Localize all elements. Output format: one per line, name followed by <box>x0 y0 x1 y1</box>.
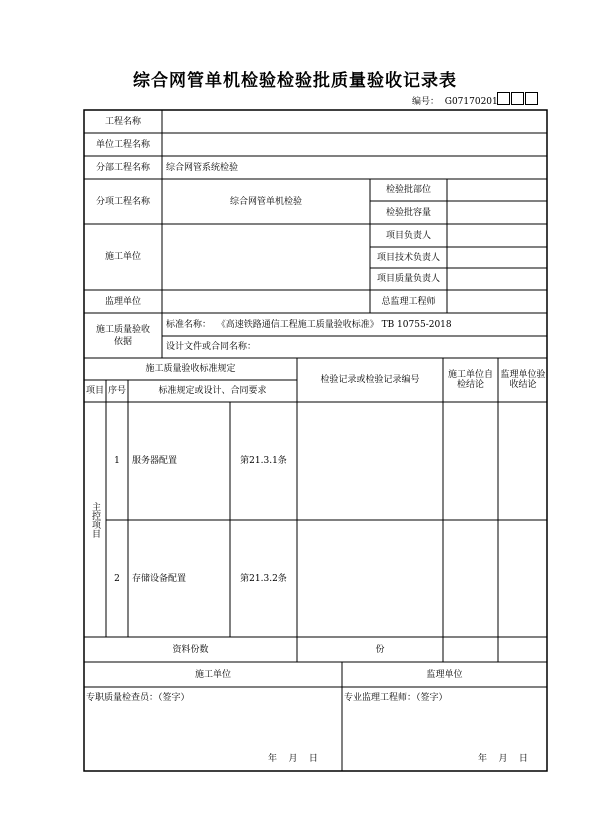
item-1-supervisor-field[interactable] <box>498 402 547 520</box>
supervisor-label: 监理单位 <box>104 296 141 307</box>
batch-capacity-label: 检验批容量 <box>385 207 431 218</box>
supervisor-conclusion-header: 监理单位验收结论 <box>500 370 546 390</box>
item-2-contractor-field[interactable] <box>443 520 498 637</box>
project-name-field[interactable] <box>162 110 547 133</box>
docs-count-label: 资料份数 <box>172 644 209 655</box>
contractor-label: 施工单位 <box>104 252 141 262</box>
subitem-name-value[interactable]: 综合网管单机检验 <box>229 196 302 207</box>
code-label: 编号： <box>412 97 440 107</box>
tech-manager-field[interactable] <box>447 247 547 268</box>
supervisor-sign-label[interactable]: 专业监理工程师：（签字） <box>344 693 448 703</box>
design-docs-label[interactable]: 设计文件或合同名称： <box>166 342 257 352</box>
supervisor-date[interactable]: 年 月 日 <box>478 754 528 764</box>
tech-manager-label: 项目技术负责人 <box>376 252 440 263</box>
form-title: 综合网管单机检验检验批质量验收记录表 <box>133 71 457 91</box>
item-2-record-field[interactable] <box>297 520 443 637</box>
item-2-seq: 2 <box>114 573 120 584</box>
project-manager-field[interactable] <box>447 224 547 247</box>
project-manager-label: 项目负责人 <box>385 230 431 241</box>
contractor-conclusion-header: 施工单位自检结论 <box>448 370 494 390</box>
project-name-label: 工程名称 <box>104 116 141 127</box>
record-header: 检验记录或检验记录编号 <box>320 375 420 385</box>
quality-manager-label: 项目质量负责人 <box>376 274 440 284</box>
footer-contractor-header: 施工单位 <box>194 669 231 680</box>
unit-project-name-field[interactable] <box>162 133 547 156</box>
chief-supervisor-field[interactable] <box>447 290 547 313</box>
subitem-name-label: 分项工程名称 <box>95 196 150 207</box>
batch-location-label: 检验批部位 <box>385 185 431 195</box>
standard-name: 标准名称： 《高速铁路通信工程施工质量验收标准》 TB 10755-2018 <box>166 319 452 330</box>
item-2-clause: 第21.3.2条 <box>240 573 287 584</box>
supervisor-field[interactable] <box>162 290 370 313</box>
footer-supervisor-header: 监理单位 <box>426 669 463 680</box>
item-1-name: 服务器配置 <box>132 456 178 466</box>
requirement-header: 标准规定或设计、合同要求 <box>158 386 267 396</box>
item-2-name: 存储设备配置 <box>132 573 187 584</box>
main-control-cell <box>84 402 106 637</box>
chief-supervisor-label: 总监理工程师 <box>381 296 436 307</box>
contractor-date[interactable]: 年 月 日 <box>268 754 318 764</box>
contractor-sign-label[interactable]: 专职质量检查员：（签字） <box>86 693 190 703</box>
quality-manager-field[interactable] <box>447 268 547 290</box>
seq-header: 序号 <box>107 386 126 396</box>
unit-project-name-label: 单位工程名称 <box>95 139 150 150</box>
code-value: G07170201 <box>444 97 498 107</box>
item-2-supervisor-field[interactable] <box>498 520 547 637</box>
item-1-contractor-field[interactable] <box>443 402 498 520</box>
main-control-label: 主控项目 <box>90 501 100 538</box>
docs-unit[interactable]: 份 <box>375 644 385 655</box>
spec-group-header: 施工质量验收标准规定 <box>145 364 236 374</box>
item-header: 项目 <box>85 386 104 396</box>
division-name-value[interactable]: 综合网管系统检验 <box>166 162 239 173</box>
item-1-seq: 1 <box>114 456 120 466</box>
item-1-clause: 第21.3.1条 <box>240 456 287 466</box>
batch-capacity-field[interactable] <box>447 201 547 224</box>
contractor-field[interactable] <box>162 224 370 290</box>
basis-label: 施工质量验收依据 <box>95 324 150 347</box>
item-1-record-field[interactable] <box>297 402 443 520</box>
batch-location-field[interactable] <box>447 179 547 201</box>
division-name-label: 分部工程名称 <box>95 162 150 173</box>
